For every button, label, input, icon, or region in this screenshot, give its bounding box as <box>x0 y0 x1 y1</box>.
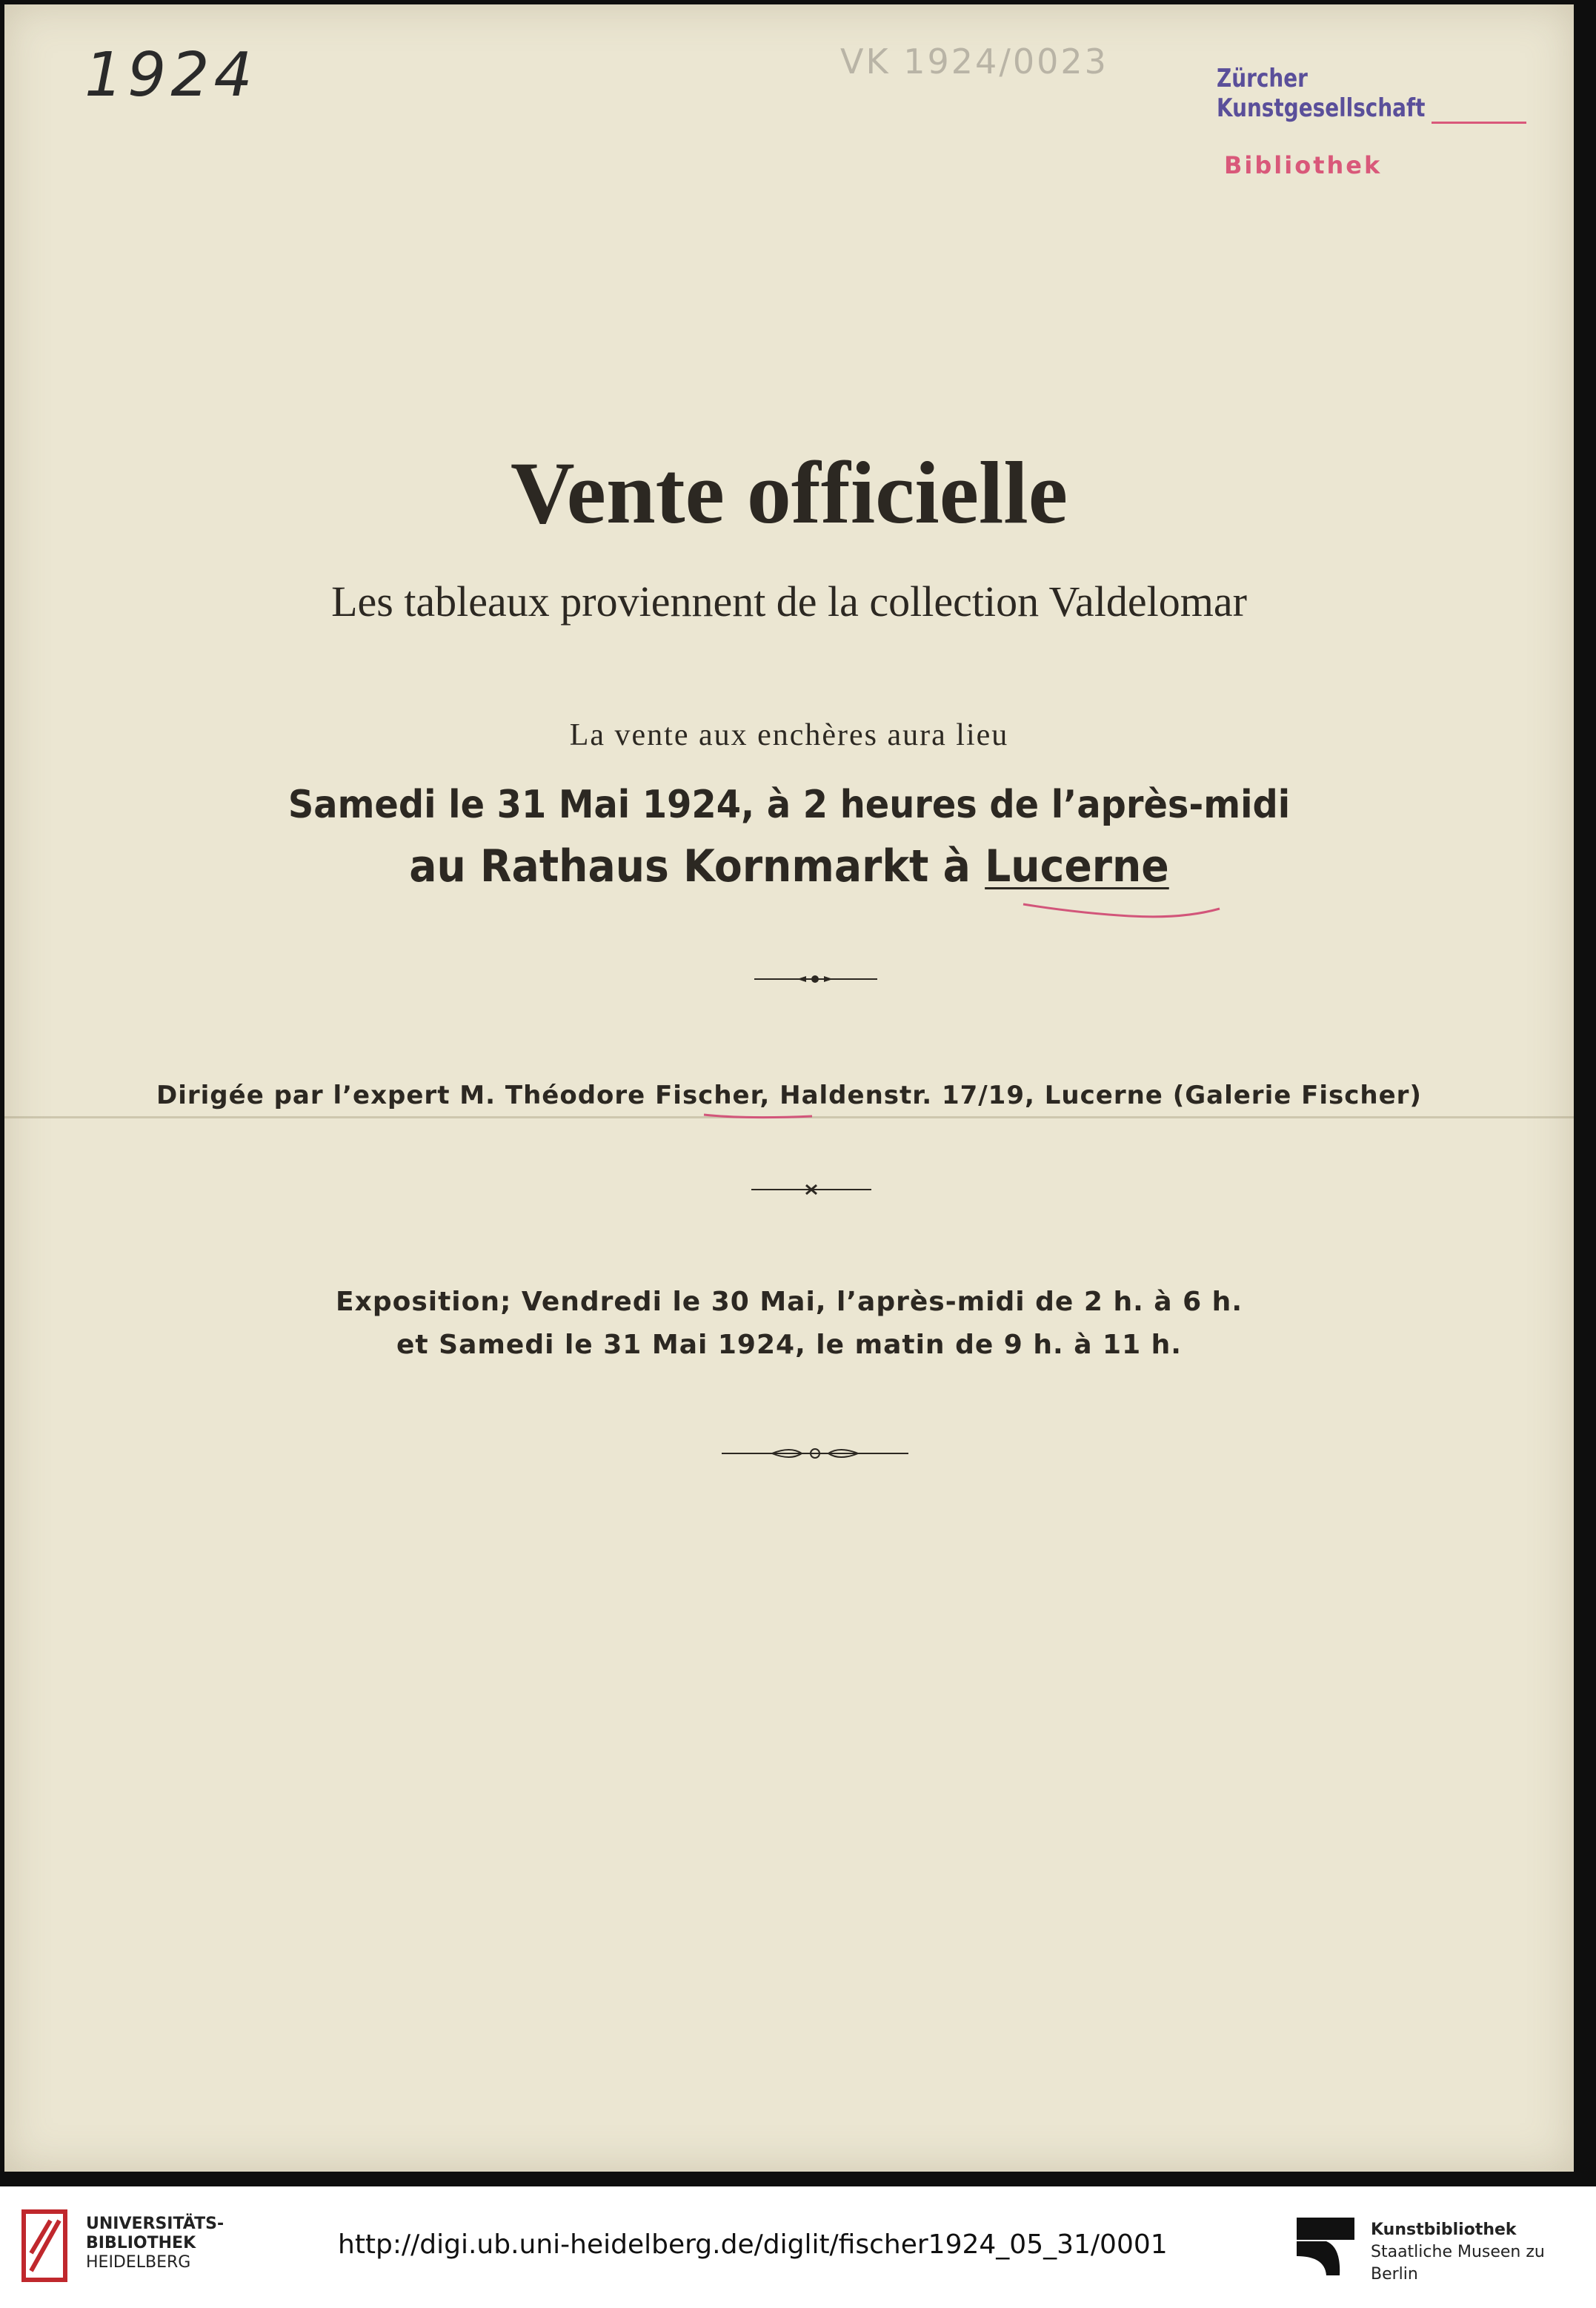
library-name-line3: HEIDELBERG <box>86 2253 191 2272</box>
red-pencil-underline <box>1020 894 1227 923</box>
paper-sheet <box>4 4 1574 2172</box>
red-pencil-underline-fischer <box>701 1109 819 1124</box>
library-name-line1: UNIVERSITÄTS- <box>86 2215 225 2233</box>
ornament-divider-3 <box>720 1442 910 1465</box>
permalink-url[interactable]: http://digi.ub.uni-heidelberg.de/diglit/fischer1924_05_31/0001 <box>338 2229 1168 2260</box>
exposition-line-2: et Samedi le 31 Mai 1924, le matin de 9 h. à 11 h. <box>396 1330 1182 1360</box>
auction-intro: La vente aux enchères aura lieu <box>569 718 1009 752</box>
kunstbibliothek-logo-icon <box>1297 2218 1356 2277</box>
library-stamp-name: Zürcher Kunstgesellschaft <box>1217 64 1426 123</box>
partner-name <box>1371 2219 1596 2286</box>
place-city: Lucerne <box>985 840 1169 892</box>
catalog-number-pencil: VK 1924/0023 <box>840 42 1108 82</box>
viewer-footer <box>0 2186 1596 2308</box>
director-suffix: Haldenstr. 17/19, Lucerne (Galerie Fischer) <box>770 1081 1422 1110</box>
auction-date: Samedi le 31 Mai 1924, à 2 heures de l’après-midi <box>287 783 1291 827</box>
ornament-divider-2 <box>750 1178 873 1201</box>
university-library-logo-icon <box>21 2209 74 2283</box>
place-prefix: au Rathaus Kornmarkt à <box>409 840 985 892</box>
director-name: Fischer, <box>655 1081 771 1110</box>
auction-place <box>67 840 1512 892</box>
director-prefix: Dirigée par l’expert M. Théodore <box>156 1081 656 1110</box>
library-name-line2: BIBLIOTHEK <box>86 2234 196 2252</box>
year-handwritten: 1924 <box>84 40 257 110</box>
library-stamp-bibliothek: Bibliothek <box>1224 151 1383 179</box>
director-line <box>4 1081 1574 1110</box>
document-subtitle: Les tableaux proviennent de la collection Valdelomar <box>331 577 1247 626</box>
partner-name-line2: Staatliche Museen zu Berlin <box>1371 2243 1545 2284</box>
partner-name-line1: Kunstbibliothek <box>1371 2221 1517 2239</box>
exposition-line-1: Exposition; Vendredi le 30 Mai, l’après-midi de 2 h. à 6 h. <box>336 1287 1243 1317</box>
document-title: Vente officielle <box>511 443 1068 542</box>
stamp-rule <box>1432 122 1526 124</box>
ornament-divider <box>753 968 879 990</box>
library-name <box>86 2215 224 2272</box>
